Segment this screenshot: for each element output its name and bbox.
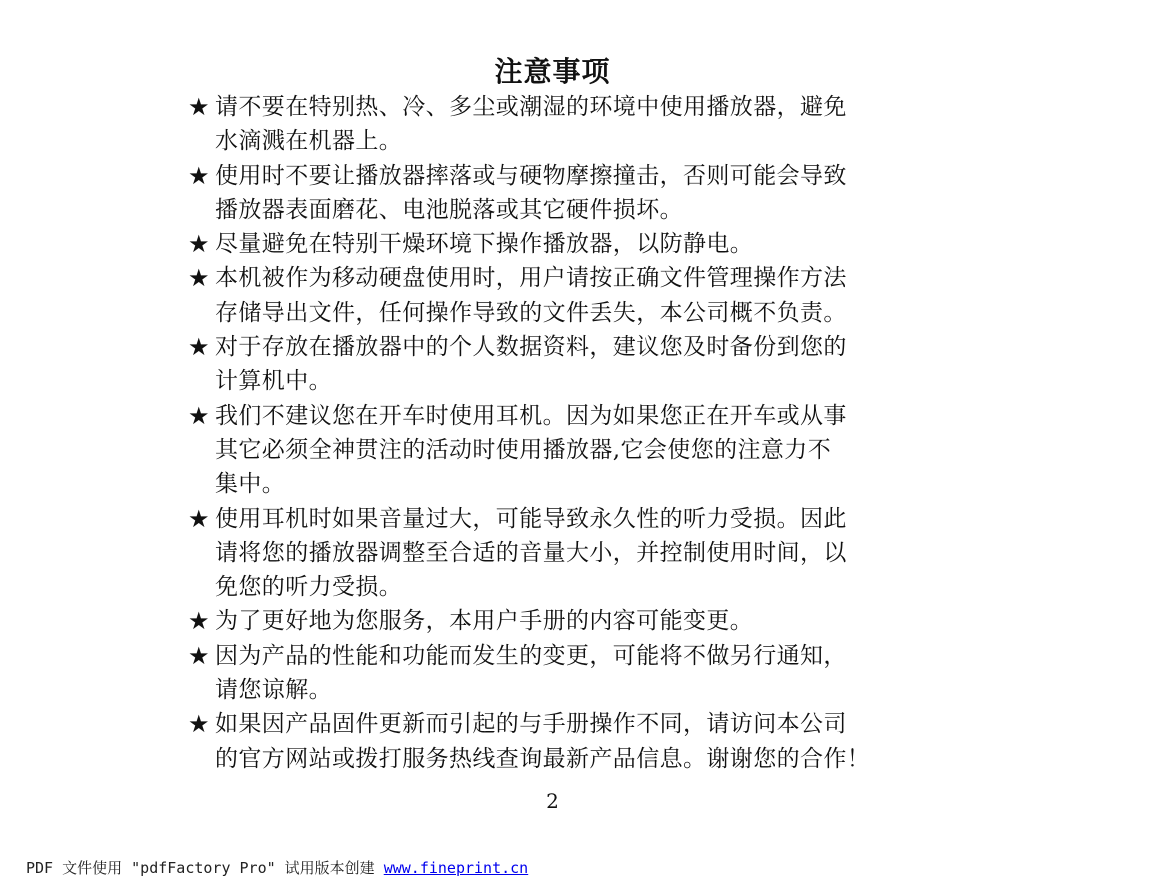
note-line: 如果因产品固件更新而引起的与手册操作不同，请访问本公司 [215, 711, 847, 738]
page-number: 2 [546, 789, 559, 813]
note-item [188, 399, 928, 502]
note-line: 的官方网站或拨打服务热线查询最新产品信息。谢谢您的合作！ [215, 745, 871, 772]
note-item [188, 502, 928, 605]
star-bullet-icon: ★ [188, 230, 210, 259]
note-line: 计算机中。 [215, 368, 332, 395]
note-line: 为了更好地为您服务，本用户手册的内容可能变更。 [215, 608, 754, 635]
note-line: 请将您的播放器调整至合适的音量大小，并控制使用时间，以 [215, 539, 847, 566]
footer-link[interactable]: www.fineprint.cn [383, 859, 529, 877]
note-line: 使用时不要让播放器摔落或与硬物摩擦撞击，否则可能会导致 [215, 162, 847, 189]
note-line: 尽量避免在特别干燥环境下操作播放器，以防静电。 [215, 231, 754, 258]
note-line: 对于存放在播放器中的个人数据资料，建议您及时备份到您的 [215, 334, 847, 361]
note-item [188, 227, 928, 261]
note-item [188, 90, 928, 159]
note-line: 水滴溅在机器上。 [215, 128, 403, 155]
note-line: 其它必须全神贯注的活动时使用播放器,它会使您的注意力不 [215, 436, 832, 463]
note-item [188, 604, 928, 638]
note-line: 集中。 [215, 471, 286, 498]
note-line: 请您谅解。 [215, 677, 332, 704]
note-line: 请不要在特别热、冷、多尘或潮湿的环境中使用播放器，避免 [215, 94, 847, 120]
note-line: 本机被作为移动硬盘使用时，用户请按正确文件管理操作方法 [215, 265, 847, 292]
note-line: 使用耳机时如果音量过大，可能导致永久性的听力受损。因此 [215, 505, 847, 532]
footer-text: PDF 文件使用 "pdfFactory Pro" 试用版本创建 [26, 859, 384, 877]
note-item [188, 330, 928, 399]
star-bullet-icon: ★ [188, 333, 210, 362]
star-bullet-icon: ★ [188, 710, 210, 739]
star-bullet-icon: ★ [188, 401, 210, 430]
note-line: 播放器表面磨花、电池脱落或其它硬件损坏。 [215, 196, 683, 223]
note-line: 免您的听力受损。 [215, 574, 403, 601]
note-item [188, 707, 928, 776]
note-item [188, 261, 928, 330]
star-bullet-icon: ★ [188, 264, 210, 293]
star-bullet-icon: ★ [188, 161, 210, 190]
note-line: 存储导出文件，任何操作导致的文件丢失，本公司概不负责。 [215, 299, 847, 326]
note-item [188, 639, 928, 708]
note-line: 因为产品的性能和功能而发生的变更，可能将不做另行通知， [215, 642, 847, 669]
star-bullet-icon: ★ [188, 607, 210, 636]
star-bullet-icon: ★ [188, 641, 210, 670]
note-item [188, 159, 928, 228]
star-bullet-icon: ★ [188, 93, 210, 121]
notes-list [188, 90, 928, 776]
note-line: 我们不建议您在开车时使用耳机。因为如果您正在开车或从事 [215, 402, 847, 429]
page-title: 注意事项 [494, 55, 611, 88]
pdf-footer [26, 857, 528, 879]
star-bullet-icon: ★ [188, 504, 210, 533]
